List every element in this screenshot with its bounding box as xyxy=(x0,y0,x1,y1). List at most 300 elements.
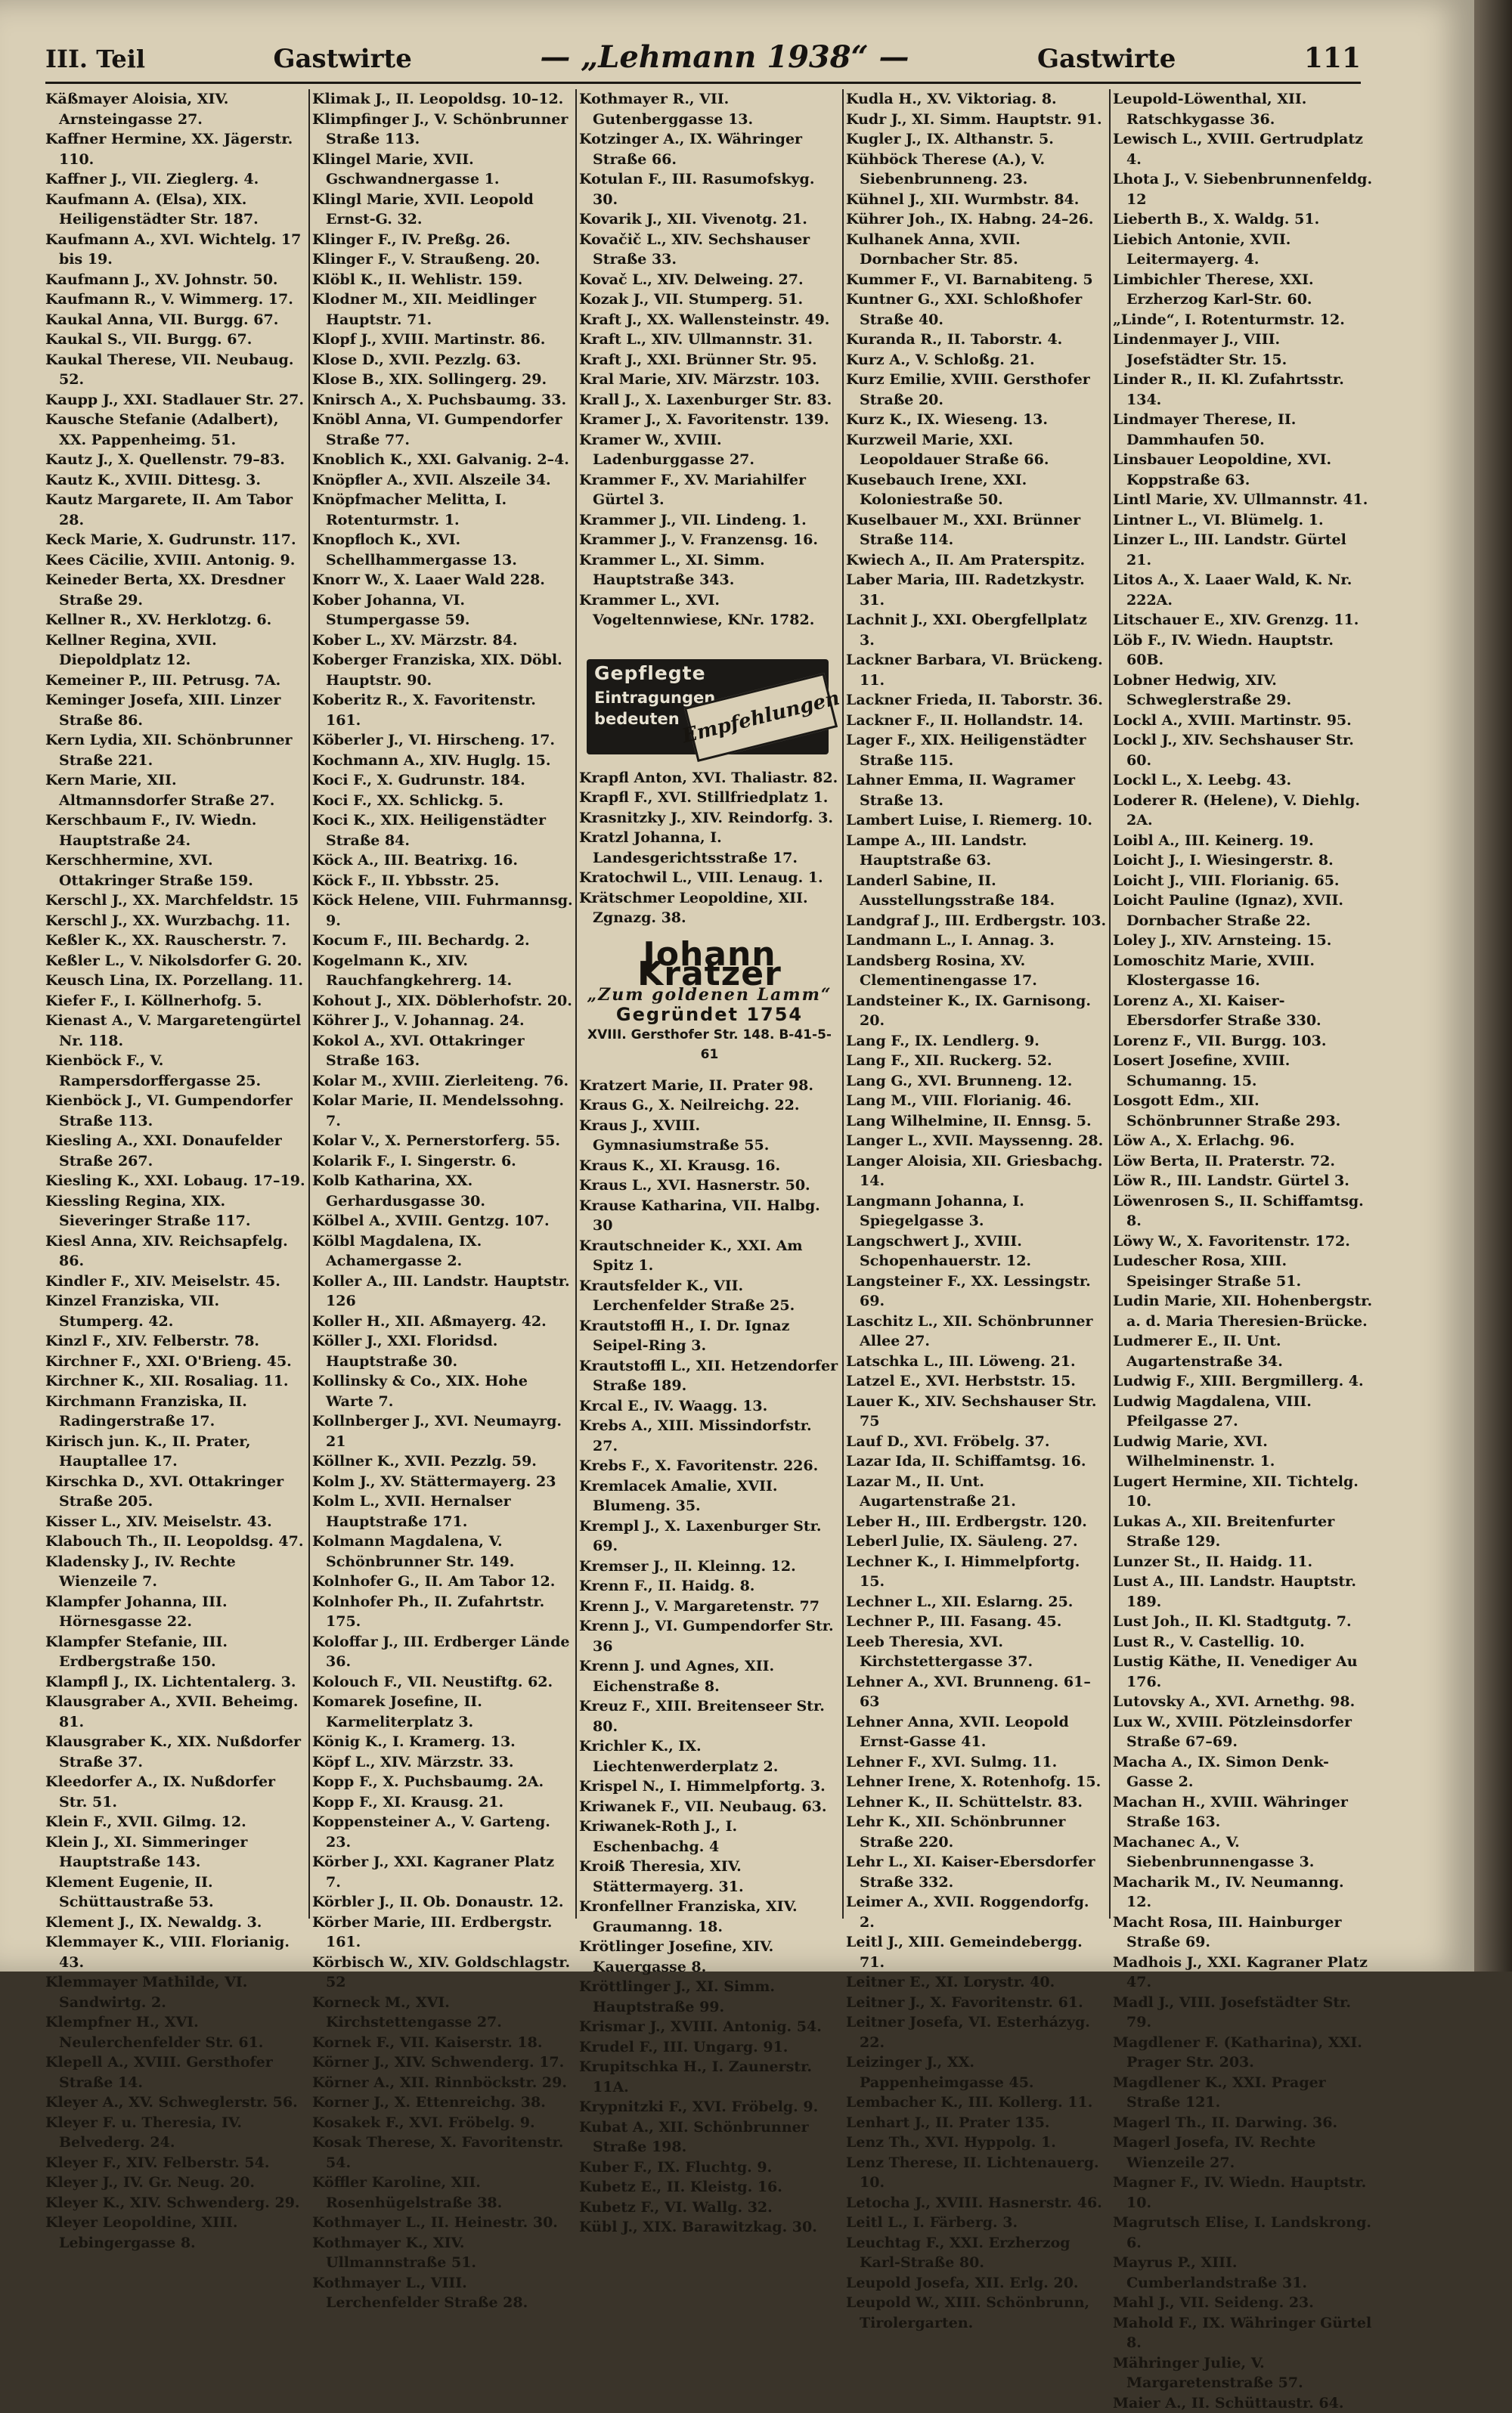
directory-entry: Lenz Th., XVI. Hyppolg. 1. xyxy=(846,2133,1107,2153)
directory-entry: Kocum F., III. Bechardg. 2. xyxy=(312,931,573,951)
directory-entry: Köffler Karoline, XII. Rosenhügelstraße 38. xyxy=(312,2173,573,2213)
directory-entry: Leizinger J., XX. Pappenheimgasse 45. xyxy=(846,2052,1107,2092)
directory-entry: Kolb Katharina, XX. Gerhardusgasse 30. xyxy=(312,1171,573,1211)
directory-entry: Kolm J., XV. Stättermayerg. 23 xyxy=(312,1472,573,1492)
directory-entry: Kollinsky & Co., XIX. Hohe Warte 7. xyxy=(312,1371,573,1411)
directory-entry: Kolnhofer G., II. Am Tabor 12. xyxy=(312,1572,573,1592)
directory-entry: Lindenmayer J., VIII. Josefstädter Str. 15. xyxy=(1113,330,1374,370)
directory-entry: Kerschl J., XX. Wurzbachg. 11. xyxy=(45,911,306,931)
directory-entry: Knöpfler A., XVII. Alszeile 34. xyxy=(312,470,573,491)
column-2 xyxy=(312,89,573,1919)
ad-empfehlungen xyxy=(587,659,829,754)
directory-entry: Kratochwil L., VIII. Lenaug. 1. xyxy=(579,868,840,888)
directory-entry: Komarek Josefine, II. Karmeliterplatz 3. xyxy=(312,1692,573,1732)
directory-entry: Krautsfelder K., VII. Lerchenfelder Straße 25. xyxy=(579,1276,840,1316)
directory-entry: Knöpfmacher Melitta, I. Rotenturmstr. 1. xyxy=(312,490,573,530)
directory-entry: Kaufmann R., V. Wimmerg. 17. xyxy=(45,290,306,310)
directory-entry: Machanec A., V. Siebenbrunnengasse 3. xyxy=(1113,1832,1374,1872)
directory-entry: Kirchner K., XII. Rosaliag. 11. xyxy=(45,1371,306,1392)
directory-entry: Keusch Lina, IX. Porzellang. 11. xyxy=(45,971,306,991)
directory-entry: Leber H., III. Erdbergstr. 120. xyxy=(846,1512,1107,1532)
directory-entry: Kremlacek Amalie, XVII. Blumeng. 35. xyxy=(579,1476,840,1516)
directory-entry: Koberger Franziska, XIX. Döbl. Hauptstr. 90. xyxy=(312,650,573,690)
directory-entry: Koci K., XIX. Heiligenstädter Straße 84. xyxy=(312,810,573,850)
ad-line: Eintragungen xyxy=(594,688,715,708)
directory-entry: Krismar J., XVIII. Antonig. 54. xyxy=(579,2017,840,2037)
directory-entry: Kaufmann A. (Elsa), XIX. Heiligenstädter Str. 187. xyxy=(45,190,306,230)
directory-entry: Loley J., XIV. Arnsteing. 15. xyxy=(1113,931,1374,951)
directory-entry: Löw Berta, II. Praterstr. 72. xyxy=(1113,1151,1374,1172)
directory-entry: Linder R., II. Kl. Zufahrtsstr. 134. xyxy=(1113,370,1374,410)
directory-entry: Löw R., III. Landstr. Gürtel 3. xyxy=(1113,1171,1374,1191)
directory-entry: Kerschl J., XX. Marchfeldstr. 15 xyxy=(45,891,306,911)
directory-entry: Leupold W., XIII. Schönbrunn, Tirolergarten. xyxy=(846,2293,1107,2333)
ad-address: XVIII. Gersthofer Str. 148. B-41-5-61 xyxy=(579,1025,840,1065)
directory-entry: Landsteiner K., IX. Garnisong. 20. xyxy=(846,991,1107,1031)
directory-entry: Litos A., X. Laaer Wald, K. Nr. 222A. xyxy=(1113,570,1374,610)
column-divider xyxy=(575,89,577,1919)
directory-entry: Lieberth B., X. Waldg. 51. xyxy=(1113,209,1374,230)
directory-entry: Magdlener K., XXI. Prager Straße 121. xyxy=(1113,2073,1374,2113)
directory-entry: Krause Katharina, VII. Halbg. 30 xyxy=(579,1196,840,1236)
directory-entry: Lachnit J., XXI. Obergfellplatz 3. xyxy=(846,610,1107,650)
directory-entry: „Linde“, I. Rotenturmstr. 12. xyxy=(1113,310,1374,330)
directory-entry: Kraft L., XIV. Ullmannstr. 31. xyxy=(579,330,840,350)
directory-entry: Kübl J., XIX. Barawitzkag. 30. xyxy=(579,2217,840,2238)
directory-entry: Leupold Josefa, XII. Erlg. 20. xyxy=(846,2273,1107,2294)
directory-entry: Litschauer E., XIV. Grenzg. 11. xyxy=(1113,610,1374,630)
directory-entry: Krebs F., X. Favoritenstr. 226. xyxy=(579,1456,840,1476)
directory-entry: Krammer J., VII. Lindeng. 1. xyxy=(579,510,840,531)
directory-entry: Kerschbaum F., IV. Wiedn. Hauptstraße 24. xyxy=(45,810,306,850)
directory-entry: Knöbl Anna, VI. Gumpendorfer Straße 77. xyxy=(312,410,573,450)
directory-entry: Kiesling K., XXI. Lobaug. 17–19. xyxy=(45,1171,306,1191)
directory-entry: Kienböck J., VI. Gumpendorfer Straße 113. xyxy=(45,1091,306,1131)
directory-entry: Kautz K., XVIII. Dittesg. 3. xyxy=(45,470,306,491)
directory-entry: Lutovsky A., XVI. Arnethg. 98. xyxy=(1113,1692,1374,1712)
directory-entry: Losert Josefine, XVIII. Schumanng. 15. xyxy=(1113,1051,1374,1091)
directory-entry: Lorenz A., XI. Kaiser-Ebersdorfer Straße 330. xyxy=(1113,991,1374,1031)
book-edge xyxy=(1474,0,1512,1972)
directory-entry: Kautz J., X. Quellenstr. 79–83. xyxy=(45,450,306,470)
directory-entry: Leuchtag F., XXI. Erzherzog Karl-Straße 80. xyxy=(846,2233,1107,2273)
directory-entry: Langsteiner F., XX. Lessingstr. 69. xyxy=(846,1272,1107,1312)
column-4 xyxy=(846,89,1107,1919)
directory-entry: Korner J., X. Ettenreichg. 38. xyxy=(312,2092,573,2113)
directory-entry: Lager F., XIX. Heiligenstädter Straße 115. xyxy=(846,730,1107,770)
directory-entry: Kollnberger J., XVI. Neumayrg. 21 xyxy=(312,1411,573,1451)
directory-entry: Köllner K., XVII. Pezzlg. 59. xyxy=(312,1451,573,1472)
directory-entry: Kothmayer L., II. Heinestr. 30. xyxy=(312,2213,573,2233)
directory-entry: Kulhanek Anna, XVII. Dornbacher Str. 85. xyxy=(846,230,1107,270)
directory-entry: Linzer L., III. Landstr. Gürtel 21. xyxy=(1113,530,1374,570)
directory-entry: Kirchmann Franziska, II. Radingerstraße 17. xyxy=(45,1392,306,1432)
directory-entry: Krapfl F., XVI. Stillfriedplatz 1. xyxy=(579,788,840,808)
directory-entry: Klose B., XIX. Sollingerg. 29. xyxy=(312,370,573,390)
directory-entry: König K., I. Kramerg. 13. xyxy=(312,1732,573,1752)
directory-entry: Kisser L., XIV. Meiselstr. 43. xyxy=(45,1512,306,1532)
directory-entry: Lang M., VIII. Florianig. 46. xyxy=(846,1091,1107,1111)
directory-entry: Leimer A., XVII. Roggendorfg. 2. xyxy=(846,1892,1107,1932)
directory-entry: Lehner A., XVI. Brunneng. 61–63 xyxy=(846,1672,1107,1712)
directory-entry: Klement J., IX. Newaldg. 3. xyxy=(45,1913,306,1933)
directory-entry: Klimak J., II. Leopoldsg. 10–12. xyxy=(312,89,573,110)
directory-entry: Krypnitzki F., XVI. Fröbelg. 9. xyxy=(579,2097,840,2117)
directory-entry: Löb F., IV. Wiedn. Hauptstr. 60B. xyxy=(1113,630,1374,671)
ad-line: bedeuten xyxy=(594,709,680,729)
column-divider xyxy=(1109,89,1111,1919)
directory-entry: Lauer K., XIV. Sechshauser Str. 75 xyxy=(846,1392,1107,1432)
directory-entry: Lechner P., III. Fasang. 45. xyxy=(846,1612,1107,1632)
directory-entry: Kolouch F., VII. Neustiftg. 62. xyxy=(312,1672,573,1693)
directory-title: — „Lehmann 1938“ — xyxy=(540,39,909,75)
directory-entry: Macharik M., IV. Neumanng. 12. xyxy=(1113,1872,1374,1913)
directory-entry: Klemmayer Mathilde, VI. Sandwirtg. 2. xyxy=(45,1972,306,2012)
directory-entry: Krätschmer Leopoldine, XII. Zgnazg. 38. xyxy=(579,888,840,928)
directory-entry: Kotulan F., III. Rasumofskyg. 30. xyxy=(579,169,840,209)
directory-entry: Lehr K., XII. Schönbrunner Straße 220. xyxy=(846,1812,1107,1852)
directory-entry: Kochmann A., XIV. Huglg. 15. xyxy=(312,751,573,771)
directory-entry: Klausgraber A., XVII. Beheimg. 81. xyxy=(45,1692,306,1732)
directory-entry: Kern Lydia, XII. Schönbrunner Straße 221. xyxy=(45,730,306,770)
directory-entry: Kuselbauer M., XXI. Brünner Straße 114. xyxy=(846,510,1107,550)
directory-entry: Kührer Joh., IX. Habng. 24–26. xyxy=(846,209,1107,230)
directory-entry: Krammer J., V. Franzensg. 16. xyxy=(579,530,840,550)
directory-entry: Machan H., XVIII. Währinger Straße 163. xyxy=(1113,1792,1374,1832)
directory-entry: Kölbl Magdalena, IX. Achamergasse 2. xyxy=(312,1231,573,1272)
directory-entry: Löw A., X. Erlachg. 96. xyxy=(1113,1131,1374,1151)
directory-entry: Kramer W., XVIII. Ladenburggasse 27. xyxy=(579,430,840,470)
directory-entry: Loibl A., III. Keinerg. 19. xyxy=(1113,831,1374,851)
directory-entry: Keck Marie, X. Gudrunstr. 117. xyxy=(45,530,306,550)
column-1 xyxy=(45,89,306,1919)
directory-entry: Krenn J., V. Margaretenstr. 77 xyxy=(579,1597,840,1617)
directory-entry: Lust Joh., II. Kl. Stadtgutg. 7. xyxy=(1113,1612,1374,1632)
ad-name: Johann Kratzer xyxy=(579,945,840,985)
directory-entry: Kuranda R., II. Taborstr. 4. xyxy=(846,330,1107,350)
directory-entry: Kausche Stefanie (Adalbert), XX. Pappenheimg. 51. xyxy=(45,410,306,450)
directory-entry: Kellner Regina, XVII. Diepoldplatz 12. xyxy=(45,630,306,671)
directory-entry: Lustig Käthe, II. Venediger Au 176. xyxy=(1113,1652,1374,1692)
directory-entry: Lobner Hedwig, XIV. Schweglerstraße 29. xyxy=(1113,671,1374,711)
directory-entry: Kleyer F., XIV. Felberstr. 54. xyxy=(45,2153,306,2173)
directory-entry: Kienböck F., V. Rampersdorffergasse 25. xyxy=(45,1051,306,1091)
directory-entry: Krenn J., VI. Gumpendorfer Str. 36 xyxy=(579,1616,840,1656)
directory-entry: Kopp F., XI. Krausg. 21. xyxy=(312,1792,573,1813)
directory-entry: Ludmerer E., II. Unt. Augartenstraße 34. xyxy=(1113,1331,1374,1371)
directory-entry: Koberitz R., X. Favoritenstr. 161. xyxy=(312,690,573,730)
directory-entry: Kaffner Hermine, XX. Jägerstr. 110. xyxy=(45,129,306,169)
directory-entry: Klinger F., V. Straußeng. 20. xyxy=(312,249,573,270)
section-title-left: Gastwirte xyxy=(273,44,411,74)
directory-entry: Loderer R. (Helene), V. Diehlg. 2A. xyxy=(1113,791,1374,831)
directory-entry: Kleyer F. u. Theresia, IV. Belvederg. 24. xyxy=(45,2113,306,2153)
directory-entry: Lockl L., X. Leebg. 43. xyxy=(1113,770,1374,791)
directory-entry: Kurzweil Marie, XXI. Leopoldauer Straße 66. xyxy=(846,430,1107,470)
directory-entry: Krebs A., XIII. Missindorfstr. 27. xyxy=(579,1416,840,1456)
column-3-top xyxy=(579,89,840,630)
directory-entry: Köhrer J., V. Johannag. 24. xyxy=(312,1011,573,1031)
directory-entry: Kwiech A., II. Am Praterspitz. xyxy=(846,550,1107,571)
directory-entry: Klöbl K., II. Wehlistr. 159. xyxy=(312,270,573,290)
directory-entry: Lauf D., XVI. Fröbelg. 37. xyxy=(846,1432,1107,1452)
directory-entry: Ludin Marie, XII. Hohenbergstr. a. d. Maria Theresien-Brücke. xyxy=(1113,1291,1374,1331)
directory-entry: Köller J., XXI. Floridsd. Hauptstraße 30. xyxy=(312,1331,573,1371)
directory-entry: Koloffar J., III. Erdberger Lände 36. xyxy=(312,1632,573,1672)
directory-entry: Kratzert Marie, II. Prater 98. xyxy=(579,1076,840,1096)
directory-entry: Kummer F., VI. Barnabiteng. 5 xyxy=(846,270,1107,290)
header-rule xyxy=(45,82,1361,84)
directory-entry: Kusebauch Irene, XXI. Koloniestraße 50. xyxy=(846,470,1107,510)
directory-entry: Lust A., III. Landstr. Hauptstr. 189. xyxy=(1113,1572,1374,1612)
directory-entry: Klingl Marie, XVII. Leopold Ernst-G. 32. xyxy=(312,190,573,230)
directory-entry: Kubetz E., II. Kleistg. 16. xyxy=(579,2177,840,2198)
directory-entry: Kleyer A., XV. Schweglerstr. 56. xyxy=(45,2092,306,2113)
directory-entry: Kothmayer R., VII. Gutenberggasse 13. xyxy=(579,89,840,129)
directory-entry: Mähringer Julie, V. Margaretenstraße 57. xyxy=(1113,2353,1374,2393)
directory-entry: Lehner Irene, X. Rotenhofg. 15. xyxy=(846,1772,1107,1792)
directory-entry: Kraft J., XX. Wallensteinstr. 49. xyxy=(579,310,840,330)
directory-entry: Lenhart J., II. Prater 135. xyxy=(846,2113,1107,2133)
directory-entry: Kiesl Anna, XIV. Reichsapfelg. 86. xyxy=(45,1231,306,1272)
directory-entry: Kramer J., X. Favoritenstr. 139. xyxy=(579,410,840,430)
directory-entry: Kronfellner Franziska, XIV. Graumanng. 18. xyxy=(579,1897,840,1937)
directory-entry: Krammer F., XV. Mariahilfer Gürtel 3. xyxy=(579,470,840,510)
directory-entry: Krall J., X. Laxenburger Str. 83. xyxy=(579,390,840,410)
directory-entry: Magerl Th., II. Darwing. 36. xyxy=(1113,2113,1374,2133)
directory-entry: Lazar M., II. Unt. Augartenstraße 21. xyxy=(846,1472,1107,1512)
directory-entry: Krötlinger Josefine, XIV. Kauergasse 8. xyxy=(579,1937,840,1977)
directory-entry: Kiefer F., I. Köllnerhofg. 5. xyxy=(45,991,306,1011)
directory-entry: Kubat A., XII. Schönbrunner Straße 198. xyxy=(579,2117,840,2157)
directory-entry: Keineder Berta, XX. Dresdner Straße 29. xyxy=(45,570,306,610)
ad-founded: Gegründet 1754 xyxy=(579,1005,840,1025)
directory-entry: Lahner Emma, II. Wagramer Straße 13. xyxy=(846,770,1107,810)
directory-entry: Liebich Antonie, XVII. Leitermayerg. 4. xyxy=(1113,230,1374,270)
directory-entry: Keßler L., V. Nikolsdorfer G. 20. xyxy=(45,951,306,971)
directory-entry: Lackner Frieda, II. Taborstr. 36. xyxy=(846,690,1107,711)
directory-entry: Lazar Ida, II. Schiffamtsg. 16. xyxy=(846,1451,1107,1472)
directory-entry: Krautstoffl H., I. Dr. Ignaz Seipel-Ring 3. xyxy=(579,1316,840,1356)
directory-entry: Lackner F., II. Hollandstr. 14. xyxy=(846,711,1107,731)
directory-entry: Kladensky J., IV. Rechte Wienzeile 7. xyxy=(45,1552,306,1592)
part-label: III. Teil xyxy=(45,45,145,73)
directory-entry: Leberl Julie, IX. Säuleng. 27. xyxy=(846,1532,1107,1552)
directory-entry: Kovač L., XIV. Delweing. 27. xyxy=(579,270,840,290)
directory-entry: Kerschhermine, XVI. Ottakringer Straße 159. xyxy=(45,850,306,891)
directory-entry: Mahold F., IX. Währinger Gürtel 8. xyxy=(1113,2313,1374,2353)
directory-entry: Kopp F., X. Puchsbaumg. 2A. xyxy=(312,1772,573,1792)
directory-entry: Linsbauer Leopoldine, XVI. Koppstraße 63. xyxy=(1113,450,1374,490)
directory-entry: Kölbel A., XVIII. Gentzg. 107. xyxy=(312,1211,573,1231)
directory-entry: Kaukal S., VII. Burgg. 67. xyxy=(45,330,306,350)
directory-entry: Lorenz F., VII. Burgg. 103. xyxy=(1113,1031,1374,1052)
column-3 xyxy=(579,89,840,1919)
directory-entry: Leeb Theresia, XVI. Kirchstettergasse 37. xyxy=(846,1632,1107,1672)
directory-entry: Kolmann Magdalena, V. Schönbrunner Str. 149. xyxy=(312,1532,573,1572)
directory-entry: Madhois J., XXI. Kagraner Platz 47. xyxy=(1113,1953,1374,1993)
directory-entry: Krcal E., IV. Waagg. 13. xyxy=(579,1396,840,1417)
directory-entry: Köberler J., VI. Hirscheng. 17. xyxy=(312,730,573,751)
directory-entry: Lambert Luise, I. Riemerg. 10. xyxy=(846,810,1107,831)
directory-entry: Kozak J., VII. Stumperg. 51. xyxy=(579,290,840,310)
directory-entry: Krudel F., III. Ungarg. 91. xyxy=(579,2037,840,2058)
directory-entry: Klabouch Th., II. Leopoldsg. 47. xyxy=(45,1532,306,1552)
column-5 xyxy=(1113,89,1374,1919)
directory-entry: Kogelmann K., XIV. Rauchfangkehrerg. 14. xyxy=(312,951,573,991)
directory-entry: Kosakek F., XVI. Fröbelg. 9. xyxy=(312,2113,573,2133)
directory-entry: Lintner L., VI. Blümelg. 1. xyxy=(1113,510,1374,531)
directory-entry: Lomoschitz Marie, XVIII. Klostergasse 16. xyxy=(1113,951,1374,991)
directory-entry: Lust R., V. Castellig. 10. xyxy=(1113,1632,1374,1653)
directory-entry: Lux W., XVIII. Pötzleinsdorfer Straße 67–69. xyxy=(1113,1712,1374,1752)
directory-entry: Kinzl F., XIV. Felberstr. 78. xyxy=(45,1331,306,1352)
directory-entry: Klein F., XVII. Gilmg. 12. xyxy=(45,1812,306,1832)
directory-entry: Kriwanek-Roth J., I. Eschenbachg. 4 xyxy=(579,1817,840,1857)
directory-entry: Kolar M., XVIII. Zierleiteng. 76. xyxy=(312,1071,573,1092)
directory-entry: Köck A., III. Beatrixg. 16. xyxy=(312,850,573,871)
ad-stamp: Empfehlungen xyxy=(684,672,838,761)
directory-entry: Köck Helene, VIII. Fuhrmannsg. 9. xyxy=(312,891,573,931)
directory-entry: Löwy W., X. Favoritenstr. 172. xyxy=(1113,1231,1374,1252)
directory-entry: Landsberg Rosina, XV. Clementinengasse 17. xyxy=(846,951,1107,991)
directory-entry: Lenz Therese, II. Lichtenauerg. 10. xyxy=(846,2153,1107,2193)
directory-entry: Krasnitzky J., XIV. Reindorfg. 3. xyxy=(579,808,840,829)
directory-entry: Lang Wilhelmine, II. Ennsg. 5. xyxy=(846,1111,1107,1132)
directory-entry: Kuber F., IX. Fluchtg. 9. xyxy=(579,2157,840,2178)
directory-entry: Kolar Marie, II. Mendelssohng. 7. xyxy=(312,1091,573,1131)
directory-entry: Kaufmann J., XV. Johnstr. 50. xyxy=(45,270,306,290)
directory-entry: Kurz K., IX. Wieseng. 13. xyxy=(846,410,1107,430)
directory-entry: Lehner K., II. Schüttelstr. 83. xyxy=(846,1792,1107,1813)
directory-entry: Kober Johanna, VI. Stumpergasse 59. xyxy=(312,590,573,630)
directory-entry: Lehr L., XI. Kaiser-Ebersdorfer Straße 332. xyxy=(846,1852,1107,1892)
directory-entry: Klemmayer K., VIII. Florianig. 43. xyxy=(45,1932,306,1972)
directory-entry: Lang G., XVI. Brunneng. 12. xyxy=(846,1071,1107,1092)
directory-entry: Koppensteiner A., V. Garteng. 23. xyxy=(312,1812,573,1852)
directory-entry: Kothmayer L., VIII. Lerchenfelder Straße 28. xyxy=(312,2273,573,2313)
directory-entry: Kiessling Regina, XIX. Sieveringer Straße 117. xyxy=(45,1191,306,1231)
directory-entry: Kern Marie, XII. Altmannsdorfer Straße 27. xyxy=(45,770,306,810)
directory-entry: Kröttlinger J., XI. Simm. Hauptstraße 99. xyxy=(579,1977,840,2017)
directory-entry: Lockl J., XIV. Sechshauser Str. 60. xyxy=(1113,730,1374,770)
directory-entry: Lehner F., XVI. Sulmg. 11. xyxy=(846,1752,1107,1773)
directory-entry: Löwenrosen S., II. Schiffamtsg. 8. xyxy=(1113,1191,1374,1231)
directory-entry: Kraus L., XVI. Hasnerstr. 50. xyxy=(579,1176,840,1196)
directory-entry: Lang F., IX. Lendlerg. 9. xyxy=(846,1031,1107,1052)
directory-entry: Langer Aloisia, XII. Griesbachg. 14. xyxy=(846,1151,1107,1191)
directory-entry: Kees Cäcilie, XVIII. Antonig. 9. xyxy=(45,550,306,571)
directory-entry: Klampfer Johanna, III. Hörnesgasse 22. xyxy=(45,1592,306,1632)
directory-entry: Keßler K., XX. Rauscherstr. 7. xyxy=(45,931,306,951)
directory-entry: Klimpfinger J., V. Schönbrunner Straße 113. xyxy=(312,110,573,150)
directory-entry: Leitl J., XIII. Gemeindebergg. 71. xyxy=(846,1932,1107,1972)
directory-entry: Langmann Johanna, I. Spiegelgasse 3. xyxy=(846,1191,1107,1231)
ad-subtitle: „Zum goldenen Lamm“ xyxy=(579,985,840,1005)
directory-entry: Kornek F., VII. Kaiserstr. 18. xyxy=(312,2033,573,2053)
directory-entry: Kleyer J., IV. Gr. Neug. 20. xyxy=(45,2173,306,2193)
column-3-bottom xyxy=(579,1076,840,2238)
directory-entry: Kratzl Johanna, I. Landesgerichtsstraße 17. xyxy=(579,828,840,868)
directory-entry: Klampfl J., IX. Lichtentalerg. 3. xyxy=(45,1672,306,1693)
directory-entry: Losgott Edm., XII. Schönbrunner Straße 293. xyxy=(1113,1091,1374,1131)
directory-entry: Laschitz L., XII. Schönbrunner Allee 27. xyxy=(846,1312,1107,1352)
directory-entry: Madl J., VIII. Josefstädter Str. 79. xyxy=(1113,1993,1374,2033)
directory-entry: Kaffner J., VII. Zieglerg. 4. xyxy=(45,169,306,190)
directory-entry: Loicht J., VIII. Florianig. 65. xyxy=(1113,871,1374,891)
directory-entry: Kurz Emilie, XVIII. Gersthofer Straße 20. xyxy=(846,370,1107,410)
directory-entry: Körber Marie, III. Erdbergstr. 161. xyxy=(312,1913,573,1953)
directory-entry: Langer L., XVII. Mayssenng. 28. xyxy=(846,1131,1107,1151)
directory-entry: Lockl A., XVIII. Martinstr. 95. xyxy=(1113,711,1374,731)
directory-entry: Klinger F., IV. Preßg. 26. xyxy=(312,230,573,250)
directory-entry: Klement Eugenie, II. Schüttaustraße 53. xyxy=(45,1872,306,1913)
directory-entry: Kleyer K., XIV. Schwenderg. 29. xyxy=(45,2193,306,2213)
column-3-middle xyxy=(579,768,840,928)
directory-entry: Kraus K., XI. Krausg. 16. xyxy=(579,1156,840,1176)
directory-entry: Kühböck Therese (A.), V. Siebenbrunneng. 23. xyxy=(846,150,1107,190)
directory-entry: Koci F., X. Gudrunstr. 184. xyxy=(312,770,573,791)
directory-entry: Lackner Barbara, VI. Brückeng. 11. xyxy=(846,650,1107,690)
page-number: 111 xyxy=(1304,42,1361,74)
directory-entry: Krenn F., II. Haidg. 8. xyxy=(579,1576,840,1597)
directory-entry: Ludwig Magdalena, VIII. Pfeilgasse 27. xyxy=(1113,1392,1374,1432)
directory-entry: Kleedorfer A., IX. Nußdorfer Str. 51. xyxy=(45,1772,306,1812)
directory-entry: Körner J., XIV. Schwenderg. 17. xyxy=(312,2052,573,2073)
directory-entry: Maier A., II. Schüttaustr. 64. xyxy=(1113,2393,1374,2413)
directory-entry: Krispel N., I. Himmelpfortg. 3. xyxy=(579,1776,840,1797)
directory-entry: Laber Maria, III. Radetzkystr. 31. xyxy=(846,570,1107,610)
directory-entry: Klausgraber K., XIX. Nußdorfer Straße 37. xyxy=(45,1732,306,1772)
directory-entry: Klingel Marie, XVII. Gschwandnergasse 1. xyxy=(312,150,573,190)
directory-entry: Lugert Hermine, XII. Tichtelg. 10. xyxy=(1113,1472,1374,1512)
directory-entry: Krapfl Anton, XVI. Thaliastr. 82. xyxy=(579,768,840,788)
directory-entry: Kemeiner P., III. Petrusg. 7A. xyxy=(45,671,306,691)
directory-entry: Lehner Anna, XVII. Leopold Ernst-Gasse 41. xyxy=(846,1712,1107,1752)
column-divider xyxy=(308,89,310,1919)
directory-entry: Leupold-Löwenthal, XII. Ratschkygasse 36. xyxy=(1113,89,1374,129)
directory-entry: Klein J., XI. Simmeringer Hauptstraße 143. xyxy=(45,1832,306,1872)
directory-entry: Kiesling A., XXI. Donaufelder Straße 267. xyxy=(45,1131,306,1171)
directory-entry: Kienast A., V. Margaretengürtel Nr. 118. xyxy=(45,1011,306,1051)
directory-entry: Kindler F., XIV. Meiselstr. 45. xyxy=(45,1272,306,1292)
directory-entry: Leitner Josefa, VI. Esterházyg. 22. xyxy=(846,2012,1107,2052)
directory-entry: Loicht J., I. Wiesingerstr. 8. xyxy=(1113,850,1374,871)
directory-entry: Kohout J., XIX. Döblerhofstr. 20. xyxy=(312,991,573,1011)
directory-entry: Koller H., XII. Aßmayerg. 42. xyxy=(312,1312,573,1332)
directory-entry: Kühnel J., XII. Wurmbstr. 84. xyxy=(846,190,1107,210)
directory-entry: Körner A., XII. Rinnböckstr. 29. xyxy=(312,2073,573,2093)
directory-entry: Kautz Margarete, II. Am Tabor 28. xyxy=(45,490,306,530)
directory-entry: Kolm L., XVII. Hernalser Hauptstraße 171. xyxy=(312,1491,573,1532)
directory-entry: Lintl Marie, XV. Ullmannstr. 41. xyxy=(1113,490,1374,510)
directory-entry: Kosak Therese, X. Favoritenstr. 54. xyxy=(312,2133,573,2173)
directory-entry: Magdlener F. (Katharina), XXI. Prager Str. 203. xyxy=(1113,2033,1374,2073)
directory-entry: Kudla H., XV. Viktoriag. 8. xyxy=(846,89,1107,110)
directory-entry: Mahl J., VII. Seideng. 23. xyxy=(1113,2293,1374,2313)
directory-entry: Kudr J., XI. Simm. Hauptstr. 91. xyxy=(846,110,1107,130)
directory-entry: Kothmayer K., XIV. Ullmannstraße 51. xyxy=(312,2233,573,2273)
directory-entry: Keminger Josefa, XIII. Linzer Straße 86. xyxy=(45,690,306,730)
ad-kratzer xyxy=(579,945,840,1065)
directory-entry: Krautstoffl L., XII. Hetzendorfer Straße 189. xyxy=(579,1356,840,1396)
directory-entry: Knirsch A., X. Puchsbaumg. 33. xyxy=(312,390,573,410)
directory-entry: Käßmayer Aloisia, XIV. Arnsteingasse 27. xyxy=(45,89,306,129)
directory-entry: Loicht Pauline (Ignaz), XVII. Dornbacher Straße 22. xyxy=(1113,891,1374,931)
directory-entry: Landerl Sabine, II. Ausstellungsstraße 184. xyxy=(846,871,1107,911)
column-divider xyxy=(842,89,844,1919)
directory-entry: Kotzinger A., IX. Währinger Straße 66. xyxy=(579,129,840,169)
